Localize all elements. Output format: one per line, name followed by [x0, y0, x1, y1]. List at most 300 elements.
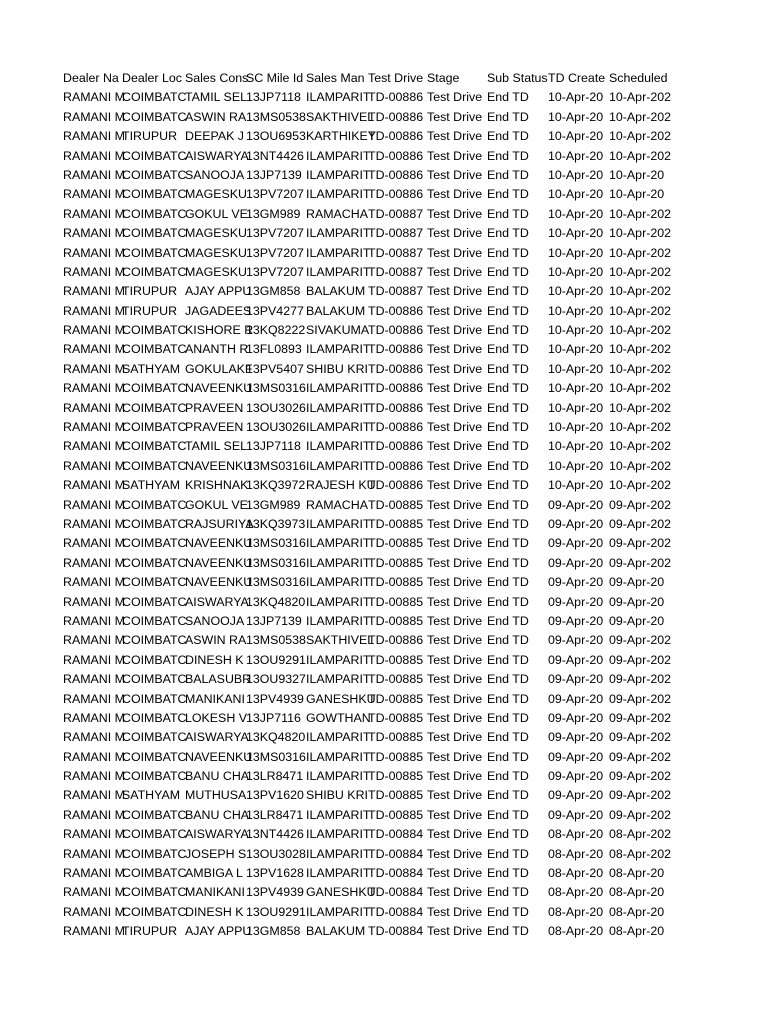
cell-sales-manager[interactable]: SAKTHIVEL	[306, 109, 375, 124]
cell-dealer-name[interactable]: RAMANI M	[63, 167, 125, 182]
cell-td-created[interactable]: 10-Apr-20	[548, 129, 604, 144]
cell-sc-mile-id[interactable]: 13KQ8222	[246, 323, 306, 338]
cell-extra[interactable]	[671, 437, 729, 456]
cell-test-drive-id[interactable]: TD-00886	[368, 303, 424, 318]
cell-sales-consultant[interactable]: RAJSURIYA	[185, 516, 254, 531]
cell-test-drive-id[interactable]: TD-00885	[368, 594, 424, 609]
cell-td-created[interactable]: 09-Apr-20	[548, 807, 604, 822]
cell-test-drive-id[interactable]: TD-00884	[368, 885, 424, 900]
cell-scheduled[interactable]: 09-Apr-202	[609, 730, 671, 745]
cell-scheduled[interactable]: 09-Apr-202	[609, 788, 671, 803]
cell-stage[interactable]: Test Drive	[427, 109, 483, 124]
cell-sc-mile-id[interactable]: 13PV1620	[246, 788, 304, 803]
cell-scheduled[interactable]: 10-Apr-202	[609, 129, 671, 144]
cell-scheduled[interactable]: 09-Apr-20	[609, 613, 665, 628]
cell-extra[interactable]	[671, 515, 729, 534]
cell-sales-consultant[interactable]: MANIKANI	[185, 885, 245, 900]
cell-dealer-name[interactable]: RAMANI M	[63, 516, 125, 531]
cell-sales-manager[interactable]: ILAMPARIT	[306, 516, 371, 531]
cell-sub-status[interactable]: End TD	[487, 420, 529, 435]
cell-dealer-location[interactable]: COIMBATC	[122, 226, 187, 241]
cell-dealer-name[interactable]: RAMANI M	[63, 245, 125, 260]
cell-dealer-location[interactable]: COIMBATC	[122, 633, 187, 648]
cell-td-created[interactable]: 09-Apr-20	[548, 710, 604, 725]
cell-scheduled[interactable]: 10-Apr-202	[609, 342, 671, 357]
cell-dealer-location[interactable]: COIMBATC	[122, 769, 187, 784]
cell-dealer-location[interactable]: COIMBATC	[122, 652, 187, 667]
cell-td-created[interactable]: 10-Apr-20	[548, 245, 604, 260]
cell-scheduled[interactable]: 09-Apr-202	[609, 749, 671, 764]
cell-dealer-location[interactable]: COIMBATC	[122, 497, 187, 512]
cell-extra[interactable]	[671, 806, 729, 825]
cell-test-drive-id[interactable]: TD-00884	[368, 924, 424, 939]
cell-stage[interactable]: Test Drive	[427, 691, 483, 706]
cell-test-drive-id[interactable]: TD-00886	[368, 187, 424, 202]
cell-stage[interactable]: Test Drive	[427, 129, 483, 144]
cell-sc-mile-id[interactable]: 13MS0316	[246, 381, 306, 396]
cell-sales-manager[interactable]: BALAKUM	[306, 284, 366, 299]
cell-sales-manager[interactable]: ILAMPARIT	[306, 90, 371, 105]
cell-stage[interactable]: Test Drive	[427, 807, 483, 822]
cell-sales-manager[interactable]: ILAMPARIT	[306, 555, 371, 570]
cell-extra[interactable]	[671, 302, 729, 321]
cell-sales-manager[interactable]: ILAMPARIT	[306, 400, 371, 415]
cell-sc-mile-id[interactable]: 13MS0316	[246, 555, 306, 570]
cell-stage[interactable]: Test Drive	[427, 303, 483, 318]
cell-stage[interactable]: Test Drive	[427, 439, 483, 454]
cell-stage[interactable]: Test Drive	[427, 536, 483, 551]
cell-sub-status[interactable]: End TD	[487, 478, 529, 493]
cell-extra[interactable]	[671, 864, 729, 883]
cell-sales-manager[interactable]: ILAMPARIT	[306, 439, 371, 454]
cell-sales-consultant[interactable]: BANU CHA	[185, 769, 250, 784]
cell-scheduled[interactable]: 09-Apr-202	[609, 633, 671, 648]
cell-sc-mile-id[interactable]: 13MS0538	[246, 633, 306, 648]
cell-sales-consultant[interactable]: SANOOJA	[185, 613, 245, 628]
cell-dealer-location[interactable]: COIMBATC	[122, 342, 187, 357]
cell-scheduled[interactable]: 10-Apr-202	[609, 148, 671, 163]
cell-stage[interactable]: Test Drive	[427, 769, 483, 784]
cell-td-created[interactable]: 10-Apr-20	[548, 284, 604, 299]
cell-sales-manager[interactable]: GOWTHAN	[306, 710, 371, 725]
cell-test-drive-id[interactable]: TD-00885	[368, 769, 424, 784]
cell-scheduled[interactable]: 09-Apr-20	[609, 594, 665, 609]
cell-dealer-name[interactable]: RAMANI M	[63, 226, 125, 241]
cell-td-created[interactable]: 08-Apr-20	[548, 904, 604, 919]
cell-sales-manager[interactable]: GANESHKU	[306, 691, 376, 706]
cell-sc-mile-id[interactable]: 13KQ3972	[246, 478, 306, 493]
cell-test-drive-id[interactable]: TD-00887	[368, 206, 424, 221]
cell-dealer-name[interactable]: RAMANI M	[63, 885, 125, 900]
cell-extra[interactable]	[671, 651, 729, 670]
cell-sales-manager[interactable]: RAJESH KU	[306, 478, 376, 493]
cell-td-created[interactable]: 10-Apr-20	[548, 400, 604, 415]
cell-sales-consultant[interactable]: AISWARYA	[185, 827, 249, 842]
cell-test-drive-id[interactable]: TD-00886	[368, 109, 424, 124]
cell-td-created[interactable]: 10-Apr-20	[548, 167, 604, 182]
cell-stage[interactable]: Test Drive	[427, 226, 483, 241]
cell-sub-status[interactable]: End TD	[487, 672, 529, 687]
cell-sub-status[interactable]: End TD	[487, 148, 529, 163]
cell-dealer-location[interactable]: COIMBATC	[122, 691, 187, 706]
cell-scheduled[interactable]: 10-Apr-202	[609, 264, 671, 279]
cell-extra[interactable]	[671, 612, 729, 631]
header-sales-manager[interactable]: Sales Man	[306, 71, 365, 85]
cell-scheduled[interactable]: 10-Apr-20	[609, 187, 665, 202]
cell-stage[interactable]: Test Drive	[427, 594, 483, 609]
cell-sc-mile-id[interactable]: 13KQ3973	[246, 516, 306, 531]
header-dealer-location[interactable]: Dealer Loc	[122, 71, 182, 85]
header-sub-status[interactable]: Sub Status	[487, 71, 548, 85]
cell-td-created[interactable]: 10-Apr-20	[548, 439, 604, 454]
cell-extra[interactable]	[671, 108, 729, 127]
cell-dealer-location[interactable]: COIMBATC	[122, 885, 187, 900]
cell-test-drive-id[interactable]: TD-00885	[368, 652, 424, 667]
cell-dealer-location[interactable]: COIMBATC	[122, 555, 187, 570]
cell-scheduled[interactable]: 09-Apr-20	[609, 575, 665, 590]
cell-sub-status[interactable]: End TD	[487, 807, 529, 822]
cell-dealer-name[interactable]: RAMANI M	[63, 691, 125, 706]
cell-sales-manager[interactable]: SHIBU KRI	[306, 788, 368, 803]
cell-stage[interactable]: Test Drive	[427, 613, 483, 628]
cell-sc-mile-id[interactable]: 13OU3026	[246, 400, 306, 415]
cell-scheduled[interactable]: 09-Apr-202	[609, 555, 671, 570]
cell-sales-consultant[interactable]: ANANTH R	[185, 342, 249, 357]
cell-dealer-name[interactable]: RAMANI M	[63, 788, 125, 803]
cell-sales-consultant[interactable]: JOSEPH S	[185, 846, 247, 861]
cell-dealer-name[interactable]: RAMANI M	[63, 575, 125, 590]
cell-sub-status[interactable]: End TD	[487, 167, 529, 182]
cell-stage[interactable]: Test Drive	[427, 478, 483, 493]
cell-sales-manager[interactable]: ILAMPARIT	[306, 672, 371, 687]
cell-stage[interactable]: Test Drive	[427, 245, 483, 260]
cell-sc-mile-id[interactable]: 13MS0316	[246, 575, 306, 590]
cell-td-created[interactable]: 09-Apr-20	[548, 516, 604, 531]
cell-td-created[interactable]: 09-Apr-20	[548, 672, 604, 687]
cell-stage[interactable]: Test Drive	[427, 555, 483, 570]
cell-extra[interactable]	[671, 845, 729, 864]
cell-dealer-name[interactable]: RAMANI M	[63, 361, 125, 376]
cell-sub-status[interactable]: End TD	[487, 788, 529, 803]
cell-td-created[interactable]: 09-Apr-20	[548, 575, 604, 590]
cell-td-created[interactable]: 08-Apr-20	[548, 866, 604, 881]
cell-sub-status[interactable]: End TD	[487, 866, 529, 881]
cell-stage[interactable]: Test Drive	[427, 148, 483, 163]
cell-sc-mile-id[interactable]: 13PV7207	[246, 245, 304, 260]
cell-sales-consultant[interactable]: BALASUBR	[185, 672, 252, 687]
cell-sub-status[interactable]: End TD	[487, 516, 529, 531]
cell-sub-status[interactable]: End TD	[487, 769, 529, 784]
header-extra[interactable]	[671, 69, 729, 88]
cell-stage[interactable]: Test Drive	[427, 284, 483, 299]
cell-scheduled[interactable]: 10-Apr-202	[609, 90, 671, 105]
cell-dealer-name[interactable]: RAMANI M	[63, 846, 125, 861]
cell-dealer-location[interactable]: COIMBATC	[122, 187, 187, 202]
cell-sales-consultant[interactable]: KRISHNAK	[185, 478, 249, 493]
cell-dealer-location[interactable]: COIMBATC	[122, 710, 187, 725]
cell-sc-mile-id[interactable]: 13MS0316	[246, 536, 306, 551]
cell-dealer-location[interactable]: COIMBATC	[122, 400, 187, 415]
cell-td-created[interactable]: 10-Apr-20	[548, 420, 604, 435]
cell-dealer-name[interactable]: RAMANI M	[63, 381, 125, 396]
cell-sub-status[interactable]: End TD	[487, 187, 529, 202]
cell-sales-manager[interactable]: ILAMPARIT	[306, 187, 371, 202]
cell-sc-mile-id[interactable]: 13FL0893	[246, 342, 302, 357]
cell-sales-consultant[interactable]: AMBIGA L	[185, 866, 243, 881]
cell-sales-manager[interactable]: ILAMPARIT	[306, 264, 371, 279]
cell-test-drive-id[interactable]: TD-00887	[368, 284, 424, 299]
cell-scheduled[interactable]: 10-Apr-202	[609, 226, 671, 241]
cell-td-created[interactable]: 09-Apr-20	[548, 633, 604, 648]
cell-sales-consultant[interactable]: ASWIN RA	[185, 633, 247, 648]
header-dealer-name[interactable]: Dealer Na	[63, 71, 119, 85]
cell-test-drive-id[interactable]: TD-00886	[368, 167, 424, 182]
cell-sub-status[interactable]: End TD	[487, 129, 529, 144]
cell-extra[interactable]	[671, 340, 729, 359]
cell-stage[interactable]: Test Drive	[427, 90, 483, 105]
cell-extra[interactable]	[671, 554, 729, 573]
cell-scheduled[interactable]: 09-Apr-202	[609, 516, 671, 531]
cell-sales-manager[interactable]: ILAMPARIT	[306, 827, 371, 842]
cell-test-drive-id[interactable]: TD-00885	[368, 536, 424, 551]
cell-dealer-name[interactable]: RAMANI M	[63, 90, 125, 105]
cell-sub-status[interactable]: End TD	[487, 342, 529, 357]
cell-dealer-name[interactable]: RAMANI M	[63, 187, 125, 202]
cell-test-drive-id[interactable]: TD-00886	[368, 478, 424, 493]
header-scheduled[interactable]: Scheduled	[609, 71, 668, 85]
header-stage[interactable]: Stage	[427, 71, 460, 85]
cell-td-created[interactable]: 08-Apr-20	[548, 827, 604, 842]
cell-sub-status[interactable]: End TD	[487, 284, 529, 299]
cell-scheduled[interactable]: 09-Apr-202	[609, 691, 671, 706]
cell-dealer-name[interactable]: RAMANI M	[63, 730, 125, 745]
cell-sales-manager[interactable]: ILAMPARIT	[306, 769, 371, 784]
cell-td-created[interactable]: 10-Apr-20	[548, 206, 604, 221]
cell-sc-mile-id[interactable]: 13MS0316	[246, 458, 306, 473]
cell-scheduled[interactable]: 10-Apr-202	[609, 206, 671, 221]
cell-extra[interactable]	[671, 922, 729, 941]
cell-sub-status[interactable]: End TD	[487, 633, 529, 648]
cell-dealer-name[interactable]: RAMANI M	[63, 400, 125, 415]
cell-sales-manager[interactable]: ILAMPARIT	[306, 167, 371, 182]
cell-sub-status[interactable]: End TD	[487, 245, 529, 260]
cell-stage[interactable]: Test Drive	[427, 672, 483, 687]
cell-sc-mile-id[interactable]: 13PV7207	[246, 226, 304, 241]
cell-extra[interactable]	[671, 883, 729, 902]
cell-test-drive-id[interactable]: TD-00886	[368, 361, 424, 376]
cell-dealer-location[interactable]: COIMBATC	[122, 167, 187, 182]
cell-sc-mile-id[interactable]: 13OU9327	[246, 672, 306, 687]
cell-td-created[interactable]: 08-Apr-20	[548, 846, 604, 861]
cell-sales-manager[interactable]: ILAMPARIT	[306, 846, 371, 861]
cell-dealer-location[interactable]: COIMBATC	[122, 846, 187, 861]
cell-scheduled[interactable]: 08-Apr-202	[609, 827, 671, 842]
cell-extra[interactable]	[671, 205, 729, 224]
cell-test-drive-id[interactable]: TD-00885	[368, 613, 424, 628]
cell-sub-status[interactable]: End TD	[487, 400, 529, 415]
cell-sc-mile-id[interactable]: 13PV4277	[246, 303, 304, 318]
cell-sales-manager[interactable]: ILAMPARIT	[306, 148, 371, 163]
cell-sales-consultant[interactable]: MAGESKU	[185, 245, 247, 260]
cell-sub-status[interactable]: End TD	[487, 303, 529, 318]
cell-sales-manager[interactable]: ILAMPARIT	[306, 613, 371, 628]
cell-sc-mile-id[interactable]: 13GM858	[246, 924, 301, 939]
cell-sales-consultant[interactable]: MANIKANI	[185, 691, 245, 706]
cell-scheduled[interactable]: 10-Apr-202	[609, 400, 671, 415]
cell-sub-status[interactable]: End TD	[487, 555, 529, 570]
cell-dealer-location[interactable]: COIMBATC	[122, 264, 187, 279]
cell-sc-mile-id[interactable]: 13JP7116	[246, 710, 301, 725]
cell-dealer-location[interactable]: TIRUPUR	[122, 129, 178, 144]
cell-sc-mile-id[interactable]: 13KQ4820	[246, 594, 306, 609]
cell-extra[interactable]	[671, 496, 729, 515]
cell-dealer-name[interactable]: RAMANI M	[63, 827, 125, 842]
cell-stage[interactable]: Test Drive	[427, 652, 483, 667]
cell-dealer-location[interactable]: SATHYAM	[122, 478, 181, 493]
cell-sales-manager[interactable]: GANESHKU	[306, 885, 376, 900]
cell-scheduled[interactable]: 09-Apr-202	[609, 497, 671, 512]
cell-stage[interactable]: Test Drive	[427, 730, 483, 745]
cell-td-created[interactable]: 09-Apr-20	[548, 536, 604, 551]
cell-dealer-name[interactable]: RAMANI M	[63, 904, 125, 919]
cell-sc-mile-id[interactable]: 13NT4426	[246, 148, 304, 163]
cell-sub-status[interactable]: End TD	[487, 749, 529, 764]
cell-test-drive-id[interactable]: TD-00884	[368, 904, 424, 919]
cell-sales-manager[interactable]: ILAMPARIT	[306, 904, 371, 919]
cell-dealer-location[interactable]: COIMBATC	[122, 245, 187, 260]
cell-sales-manager[interactable]: RAMACHA	[306, 497, 368, 512]
cell-dealer-name[interactable]: RAMANI M	[63, 148, 125, 163]
cell-scheduled[interactable]: 10-Apr-202	[609, 381, 671, 396]
cell-dealer-name[interactable]: RAMANI M	[63, 769, 125, 784]
cell-sales-consultant[interactable]: NAVEENKU	[185, 749, 253, 764]
cell-sales-consultant[interactable]: TAMIL SEL	[185, 90, 247, 105]
cell-td-created[interactable]: 09-Apr-20	[548, 555, 604, 570]
cell-sub-status[interactable]: End TD	[487, 458, 529, 473]
cell-extra[interactable]	[671, 825, 729, 844]
cell-sub-status[interactable]: End TD	[487, 264, 529, 279]
cell-td-created[interactable]: 10-Apr-20	[548, 381, 604, 396]
cell-sc-mile-id[interactable]: 13JP7118	[246, 90, 301, 105]
cell-sales-consultant[interactable]: MUTHUSA	[185, 788, 247, 803]
cell-dealer-location[interactable]: COIMBATC	[122, 516, 187, 531]
cell-test-drive-id[interactable]: TD-00885	[368, 497, 424, 512]
cell-stage[interactable]: Test Drive	[427, 846, 483, 861]
cell-td-created[interactable]: 10-Apr-20	[548, 90, 604, 105]
cell-dealer-location[interactable]: COIMBATC	[122, 458, 187, 473]
cell-sc-mile-id[interactable]: 13OU3028	[246, 846, 306, 861]
cell-sub-status[interactable]: End TD	[487, 652, 529, 667]
cell-sc-mile-id[interactable]: 13MS0538	[246, 109, 306, 124]
cell-extra[interactable]	[671, 263, 729, 282]
cell-scheduled[interactable]: 09-Apr-202	[609, 807, 671, 822]
cell-scheduled[interactable]: 10-Apr-202	[609, 361, 671, 376]
cell-dealer-location[interactable]: COIMBATC	[122, 749, 187, 764]
cell-sc-mile-id[interactable]: 13OU9291	[246, 904, 306, 919]
cell-dealer-location[interactable]: COIMBATC	[122, 594, 187, 609]
cell-sales-consultant[interactable]: SANOOJA	[185, 167, 245, 182]
cell-scheduled[interactable]: 09-Apr-202	[609, 769, 671, 784]
cell-dealer-location[interactable]: COIMBATC	[122, 613, 187, 628]
cell-sales-consultant[interactable]: AISWARYA	[185, 148, 249, 163]
cell-sales-consultant[interactable]: LOKESH V	[185, 710, 247, 725]
cell-sales-consultant[interactable]: GOKULAKF	[185, 361, 253, 376]
cell-sales-manager[interactable]: RAMACHA	[306, 206, 368, 221]
cell-sales-manager[interactable]: SAKTHIVEL	[306, 633, 375, 648]
cell-dealer-location[interactable]: COIMBATC	[122, 323, 187, 338]
cell-extra[interactable]	[671, 534, 729, 553]
cell-sales-consultant[interactable]: DINESH K	[185, 652, 244, 667]
cell-sales-consultant[interactable]: MAGESKU	[185, 264, 247, 279]
cell-sales-manager[interactable]: ILAMPARIT	[306, 342, 371, 357]
cell-stage[interactable]: Test Drive	[427, 323, 483, 338]
cell-test-drive-id[interactable]: TD-00885	[368, 555, 424, 570]
cell-scheduled[interactable]: 10-Apr-20	[609, 167, 665, 182]
cell-extra[interactable]	[671, 786, 729, 805]
cell-td-created[interactable]: 10-Apr-20	[548, 458, 604, 473]
cell-dealer-name[interactable]: RAMANI M	[63, 420, 125, 435]
cell-dealer-location[interactable]: COIMBATC	[122, 807, 187, 822]
cell-sc-mile-id[interactable]: 13OU9291	[246, 652, 306, 667]
cell-test-drive-id[interactable]: TD-00885	[368, 710, 424, 725]
cell-dealer-location[interactable]: COIMBATC	[122, 575, 187, 590]
cell-scheduled[interactable]: 10-Apr-202	[609, 109, 671, 124]
cell-scheduled[interactable]: 10-Apr-202	[609, 245, 671, 260]
cell-stage[interactable]: Test Drive	[427, 924, 483, 939]
cell-sales-manager[interactable]: ILAMPARIT	[306, 730, 371, 745]
cell-stage[interactable]: Test Drive	[427, 710, 483, 725]
cell-sales-manager[interactable]: ILAMPARIT	[306, 458, 371, 473]
cell-stage[interactable]: Test Drive	[427, 749, 483, 764]
cell-stage[interactable]: Test Drive	[427, 381, 483, 396]
cell-test-drive-id[interactable]: TD-00886	[368, 458, 424, 473]
cell-scheduled[interactable]: 09-Apr-202	[609, 710, 671, 725]
header-sales-consultant[interactable]: Sales Cons	[185, 71, 249, 85]
cell-sc-mile-id[interactable]: 13NT4426	[246, 827, 304, 842]
cell-dealer-name[interactable]: RAMANI M	[63, 284, 125, 299]
cell-dealer-name[interactable]: RAMANI M	[63, 710, 125, 725]
cell-td-created[interactable]: 10-Apr-20	[548, 361, 604, 376]
cell-sc-mile-id[interactable]: 13PV7207	[246, 187, 304, 202]
cell-test-drive-id[interactable]: TD-00886	[368, 400, 424, 415]
cell-sc-mile-id[interactable]: 13JP7139	[246, 613, 302, 628]
cell-sales-consultant[interactable]: AISWARYA	[185, 730, 249, 745]
cell-scheduled[interactable]: 09-Apr-202	[609, 672, 671, 687]
cell-sales-consultant[interactable]: MAGESKU	[185, 187, 247, 202]
cell-extra[interactable]	[671, 593, 729, 612]
cell-sc-mile-id[interactable]: 13PV5407	[246, 361, 304, 376]
cell-sales-consultant[interactable]: GOKUL VE	[185, 206, 248, 221]
cell-extra[interactable]	[671, 573, 729, 592]
cell-dealer-location[interactable]: TIRUPUR	[122, 924, 178, 939]
cell-scheduled[interactable]: 10-Apr-202	[609, 284, 671, 299]
cell-dealer-location[interactable]: COIMBATC	[122, 439, 187, 454]
cell-sales-consultant[interactable]: BANU CHA	[185, 807, 250, 822]
cell-stage[interactable]: Test Drive	[427, 575, 483, 590]
cell-scheduled[interactable]: 10-Apr-202	[609, 323, 671, 338]
cell-extra[interactable]	[671, 360, 729, 379]
cell-dealer-location[interactable]: COIMBATC	[122, 730, 187, 745]
cell-test-drive-id[interactable]: TD-00886	[368, 420, 424, 435]
cell-test-drive-id[interactable]: TD-00885	[368, 691, 424, 706]
cell-extra[interactable]	[671, 185, 729, 204]
cell-sub-status[interactable]: End TD	[487, 594, 529, 609]
cell-test-drive-id[interactable]: TD-00884	[368, 846, 424, 861]
cell-td-created[interactable]: 09-Apr-20	[548, 594, 604, 609]
cell-scheduled[interactable]: 08-Apr-20	[609, 904, 665, 919]
cell-test-drive-id[interactable]: TD-00886	[368, 129, 424, 144]
cell-td-created[interactable]: 10-Apr-20	[548, 148, 604, 163]
